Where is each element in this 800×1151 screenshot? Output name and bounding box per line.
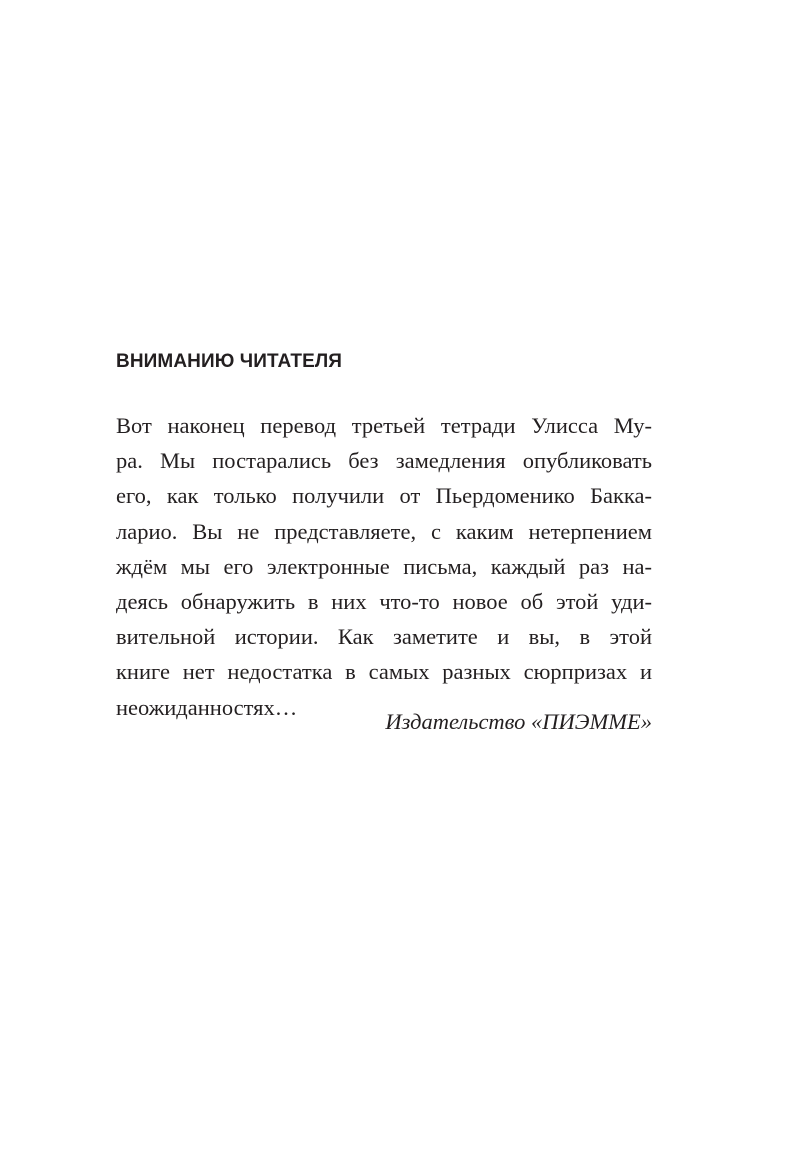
publisher-signature: Издательство «ПИЭММЕ» bbox=[385, 709, 652, 734]
paragraph-line: деясь обнаружить в них что-то новое об этой уди- bbox=[116, 588, 652, 614]
notice-paragraph bbox=[116, 408, 652, 725]
paragraph-line: ларио. Вы не представляете, с каким нетерпением bbox=[116, 518, 652, 544]
paragraph-line: ра. Мы постарались без замедления опубликовать bbox=[116, 448, 652, 474]
paragraph-line: его, как только получили от Пьердоменико Бакка- bbox=[116, 483, 652, 509]
paragraph-line: ждём мы его электронные письма, каждый раз на- bbox=[116, 553, 652, 579]
paragraph-line: книге нет недостатка в самых разных сюрпризах и bbox=[116, 659, 652, 685]
page-heading: ВНИМАНИЮ ЧИТАТЕЛЯ bbox=[116, 351, 343, 372]
paragraph-line: вительной истории. Как заметите и вы, в этой bbox=[116, 624, 652, 650]
paragraph-line: Вот наконец перевод третьей тетради Улисса Му- bbox=[116, 413, 652, 438]
paragraph-line: неожиданностях… bbox=[116, 694, 298, 720]
